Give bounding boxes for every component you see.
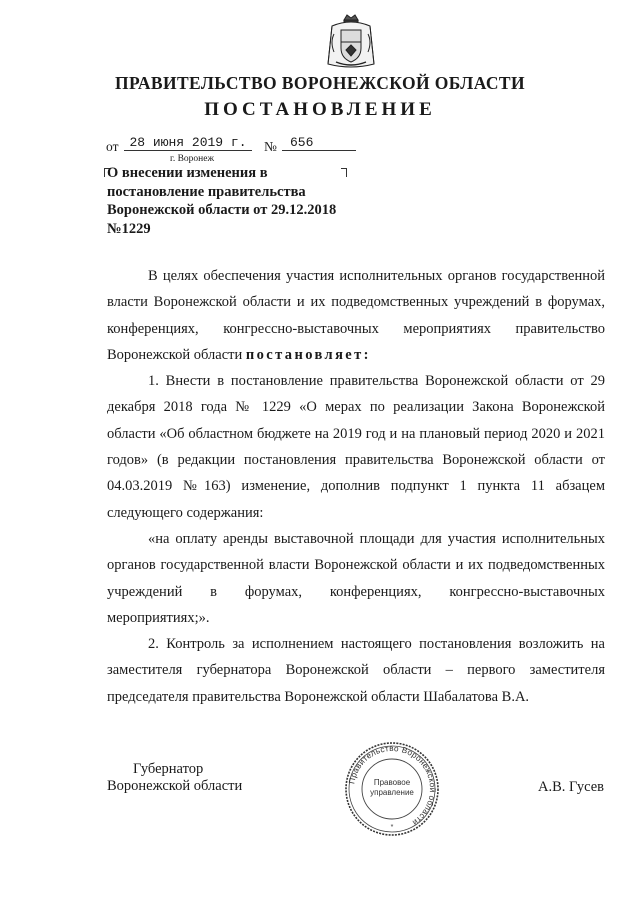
preamble-text: В целях обеспечения участия исполнительных органов государственной власти Воронежской области и их подведомственных учреждений в форумах, конференциях, конгрессно-выставочных мероприятиях правительство Воронежской области	[107, 268, 605, 363]
date-number-line	[106, 135, 366, 155]
decision-word: постановляет:	[245, 346, 371, 363]
signer-name: А.В. Гусев	[538, 779, 604, 795]
stamp-star: *	[390, 824, 394, 831]
organization-title: ПРАВИТЕЛЬСТВО ВОРОНЕЖСКОЙ ОБЛАСТИ	[114, 73, 526, 93]
number-field: 656	[282, 135, 356, 151]
number-prefix: №	[264, 139, 277, 154]
date-prefix: от	[106, 139, 119, 154]
date-field: 28 июня 2019 г.	[124, 135, 252, 151]
stamp-center-line2: управление	[370, 788, 414, 797]
stamp-center-line1: Правовое	[373, 778, 411, 787]
item-1-paragraph: 1. Внести в постановление правительства Воронежской области от 29 декабря 2018 года № 1229 «О мерах по реализации Закона Воронежской области «Об областном бюджете на 2019 год и на плановый период 2020 и 2021 годов» (в редакции постановления правительства Воронежской области от 04.03.2019 №163) изменение, дополнив подпункт 1 пункта 11 абзацем следующего содержания:	[107, 373, 605, 521]
preamble-paragraph	[107, 263, 605, 368]
document-type: ПОСТАНОВЛЕНИЕ	[204, 99, 436, 120]
item-2-paragraph: 2. Контроль за исполнением настоящего постановления возложить на заместителя губернатора Воронежской области – первого заместителя председателя правительства Воронежской области Шабалатова В.А.	[107, 636, 605, 705]
city-label: г. Воронеж	[170, 154, 215, 164]
official-stamp	[342, 741, 442, 837]
coat-of-arms-icon	[322, 12, 380, 72]
document-body	[107, 263, 605, 710]
signer-title: Губернатор	[133, 761, 204, 777]
signer-region: Воронежской области	[107, 778, 243, 794]
quote-paragraph: «на оплату аренды выставочной площади для участия исполнительных органов государственной власти Воронежской области и их подведомственных учреждений в форумах, конференциях, конгрессно-выставочных мероприятиях;».	[107, 530, 605, 626]
stamp-ring-text: Правительство Воронежской области	[347, 743, 438, 828]
document-subject: О внесении изменения в постановление правительства Воронежской области от 29.12.2018 №1229	[107, 165, 337, 237]
